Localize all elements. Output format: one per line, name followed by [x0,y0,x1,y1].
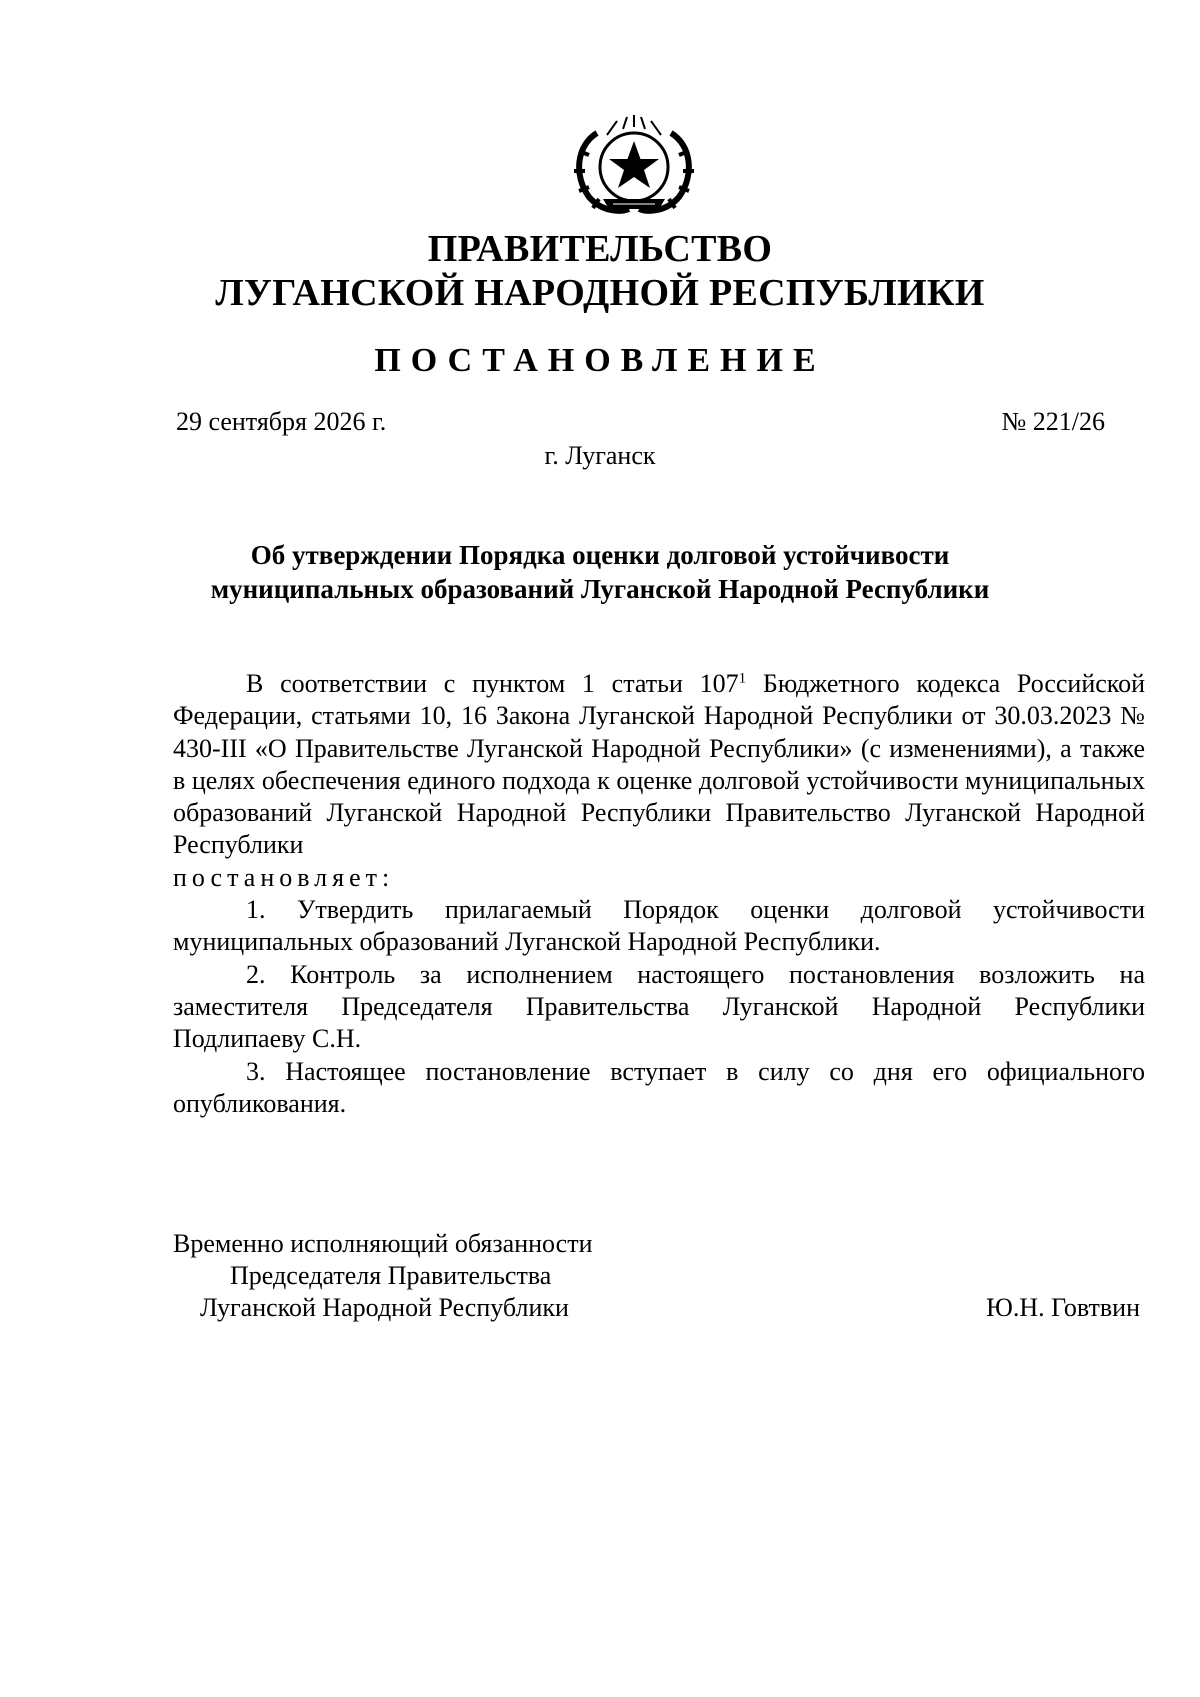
signatory-position-line1: Временно исполняющий обязанности [173,1229,593,1258]
document-body [173,668,1145,1120]
decree-word [173,862,1145,894]
decree-item-3: 3. Настоящее постановление вступает в силу со дня его официального опубликования. [173,1056,1145,1118]
document-city: г. Луганск [544,441,656,470]
document-subject-line1: Об утверждении Порядка оценки долговой устойчивости [250,540,950,570]
preamble-text-part1: В соответствии с пунктом 1 статьи 107 [246,669,739,698]
org-title-line2: ЛУГАНСКОЙ НАРОДНОЙ РЕСПУБЛИКИ [215,272,985,314]
signatory-position-line2: Председателя Правительства [230,1261,552,1290]
article-superscript: 1 [738,670,747,687]
document-date: 29 сентября 2026 г. [176,407,387,436]
document-subject-line2: муниципальных образований Луганской Народной Республики [210,574,990,604]
signatory-position-line3: Луганской Народной Республики [200,1293,569,1322]
lpr-coat-of-arms-icon [567,115,701,215]
decree-word-text: постановляет: [173,862,395,892]
document-number: № 221/26 [1001,407,1105,436]
preamble-paragraph [173,668,1145,862]
decree-item-2: 2. Контроль за исполнением настоящего постановления возложить на заместителя Председателя Правительства Луганской Народной Республики Подлипаеву С.Н. [173,959,1145,1054]
signatory-name: Ю.Н. Говтвин [986,1293,1140,1322]
document-type: ПОСТАНОВЛЕНИЕ [374,342,826,379]
org-title-line1: ПРАВИТЕЛЬСТВО [427,228,773,270]
decree-item-1: 1. Утвердить прилагаемый Порядок оценки долговой устойчивости муниципальных образований Луганской Народной Республики. [173,895,1145,957]
preamble-text-part2: Бюджетного кодекса Российской Федерации, статьями 10, 16 Закона Луганской Народной Республики от 30.03.2023 № 430-III «О Правительстве Луганской Народной Республики» (с изменениями), а также в целях обеспечения единого подхода к оценке долговой устойчивости муниципальных образований Луганской Народной Республики Правительство Луганской Народной Республики [173,669,1146,860]
